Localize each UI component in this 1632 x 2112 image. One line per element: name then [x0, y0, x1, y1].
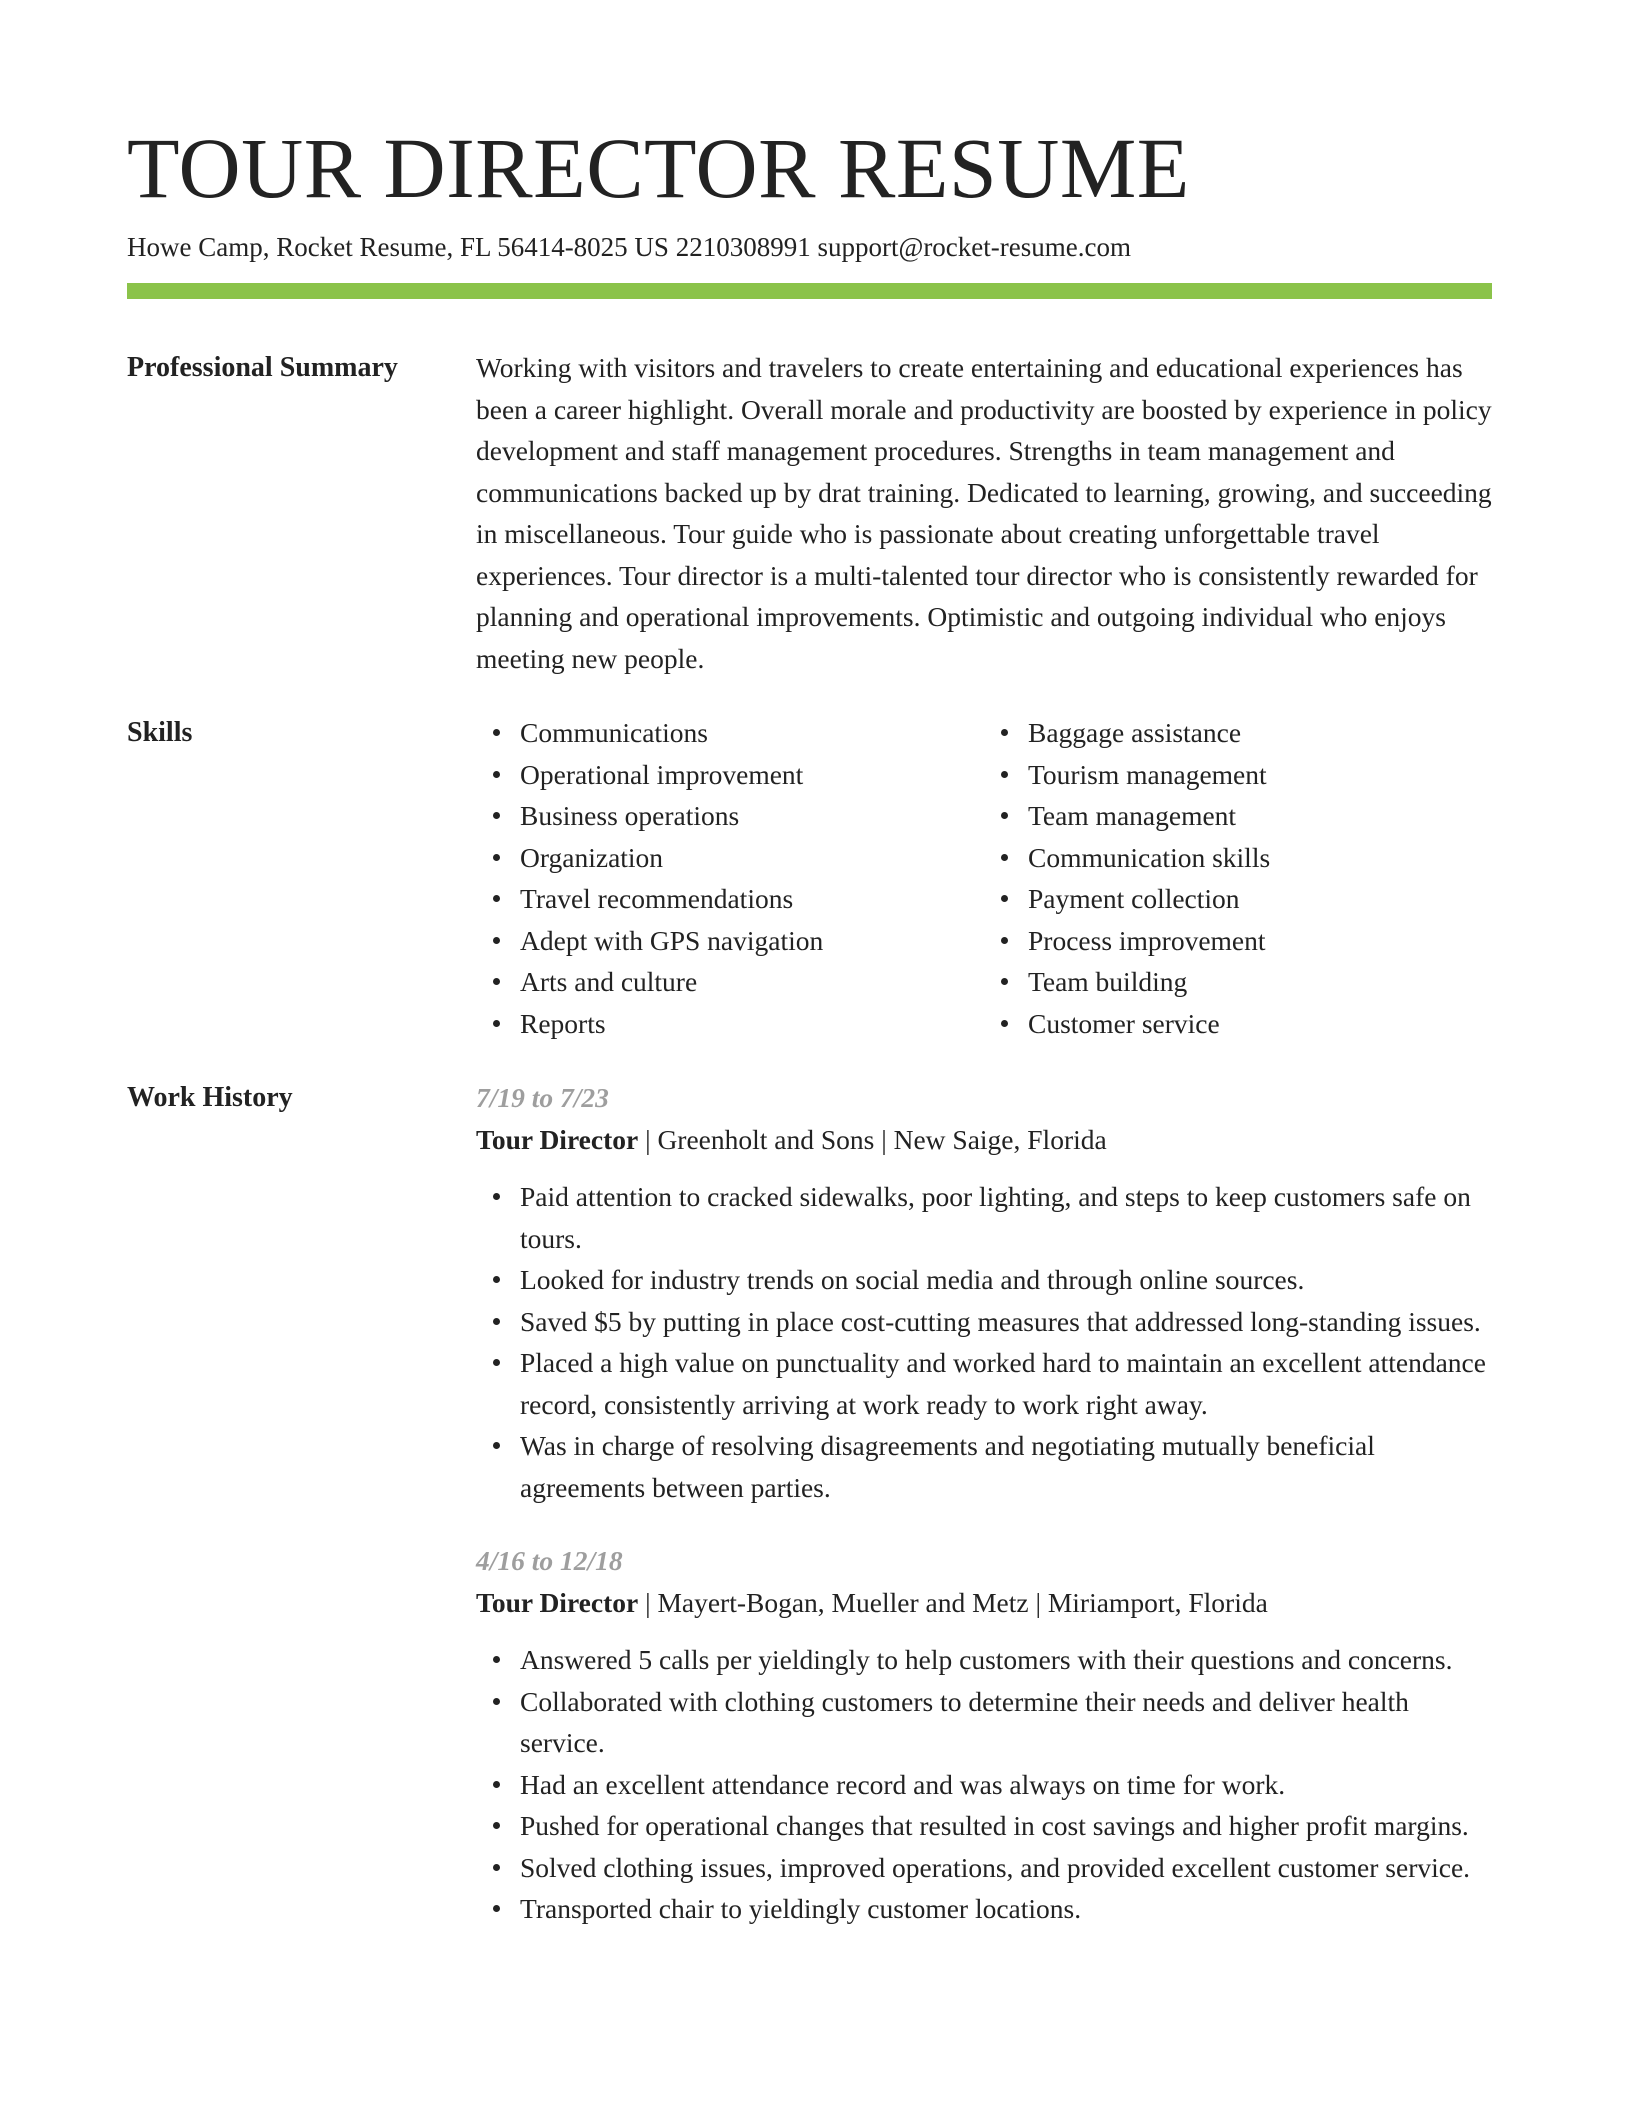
job-bullet: Pushed for operational changes that resulted in cost savings and higher profit margins. — [520, 1805, 1492, 1847]
job-bullet: Was in charge of resolving disagreements and negotiating mutually beneficial agreements between parties. — [520, 1425, 1492, 1508]
job-dates: 4/16 to 12/18 — [476, 1545, 623, 1576]
job-bullet: Transported chair to yieldingly customer locations. — [520, 1888, 1492, 1930]
skill-item: Organization — [520, 837, 984, 879]
job-title: Tour Director — [476, 1123, 639, 1155]
contact-info: Howe Camp, Rocket Resume, FL 56414-8025 US 2210308991 support@rocket-resume.com — [127, 232, 1131, 262]
skills-list-left — [476, 712, 984, 1044]
section-label-work-history: Work History — [127, 1082, 293, 1113]
resume-title: TOUR DIRECTOR RESUME — [127, 120, 1190, 216]
skill-item: Adept with GPS navigation — [520, 920, 984, 962]
summary-body — [476, 347, 1492, 679]
skill-item: Process improvement — [1028, 920, 1492, 962]
work-history-body — [476, 1077, 1492, 1962]
skill-item: Team management — [1028, 795, 1492, 837]
skill-item: Team building — [1028, 961, 1492, 1003]
job-entry — [476, 1540, 1492, 1930]
section-label-skills: Skills — [127, 717, 193, 748]
skill-item: Customer service — [1028, 1003, 1492, 1045]
job-title: Tour Director — [476, 1586, 639, 1618]
job-entry — [476, 1077, 1492, 1508]
job-bullet: Had an excellent attendance record and was always on time for work. — [520, 1764, 1492, 1806]
skill-item: Communication skills — [1028, 837, 1492, 879]
skill-item: Reports — [520, 1003, 984, 1045]
job-bullet-list — [476, 1176, 1492, 1508]
job-bullet: Paid attention to cracked sidewalks, poor lighting, and steps to keep customers safe on tours. — [520, 1176, 1492, 1259]
job-details: | Mayert-Bogan, Mueller and Metz | Miriamport, Florida — [638, 1586, 1268, 1618]
job-details: | Greenholt and Sons | New Saige, Florida — [638, 1123, 1107, 1155]
header-divider — [127, 283, 1492, 299]
skill-item: Payment collection — [1028, 878, 1492, 920]
skill-item: Arts and culture — [520, 961, 984, 1003]
job-heading — [476, 1582, 1492, 1624]
skills-list-right — [984, 712, 1492, 1044]
skill-item: Tourism management — [1028, 754, 1492, 796]
skills-body — [476, 712, 1492, 1044]
skill-item: Business operations — [520, 795, 984, 837]
skill-item: Travel recommendations — [520, 878, 984, 920]
job-dates: 7/19 to 7/23 — [476, 1082, 609, 1113]
job-bullet: Answered 5 calls per yieldingly to help customers with their questions and concerns. — [520, 1639, 1492, 1681]
skill-item: Operational improvement — [520, 754, 984, 796]
job-bullet: Solved clothing issues, improved operations, and provided excellent customer service. — [520, 1847, 1492, 1889]
job-bullet: Saved $5 by putting in place cost-cutting measures that addressed long-standing issues. — [520, 1301, 1492, 1343]
section-label-professional-summary: Professional Summary — [127, 352, 398, 383]
job-bullet: Looked for industry trends on social media and through online sources. — [520, 1259, 1492, 1301]
summary-text: Working with visitors and travelers to create entertaining and educational experiences has been a career highlight. Overall morale and productivity are boosted by experience in policy development and staff management procedures. Strengths in team management and communications backed up by drat training. Dedicated to learning, growing, and succeeding in miscellaneous. Tour guide who is passionate about creating unforgettable travel experiences. Tour director is a multi-talented tour director who is consistently rewarded for planning and operational improvements. Optimistic and outgoing individual who enjoys meeting new people. — [476, 352, 1492, 674]
skills-columns — [476, 712, 1492, 1044]
skill-item: Baggage assistance — [1028, 712, 1492, 754]
skill-item: Communications — [520, 712, 984, 754]
job-bullet: Collaborated with clothing customers to determine their needs and deliver health service. — [520, 1681, 1492, 1764]
job-bullet-list — [476, 1639, 1492, 1930]
job-bullet: Placed a high value on punctuality and worked hard to maintain an excellent attendance record, consistently arriving at work ready to work right away. — [520, 1342, 1492, 1425]
job-heading — [476, 1119, 1492, 1161]
